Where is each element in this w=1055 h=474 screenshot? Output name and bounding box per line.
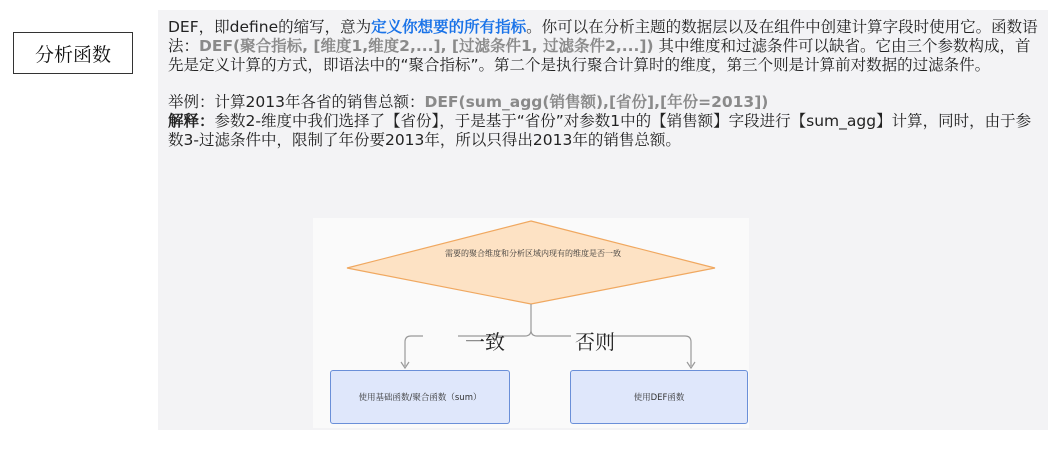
def-function-text: 使用DEF函数 — [633, 393, 685, 403]
desc-syntax: DEF(聚合指标, [维度1,维度2,...], [过滤条件1, 过滤条件2,...]) — [199, 37, 654, 55]
connector-lines — [405, 304, 691, 366]
example-paragraph — [168, 93, 1038, 150]
def-function-box — [570, 370, 748, 424]
explain-text: 参数2-维度中我们选择了【省份】，于是基于“省份”对参数1中的【销售额】字段进行【sum_agg】计算，同时，由于参数3-过滤条件中，限制了年份要2013年，所以只得出2013年的销售总额。 — [168, 112, 1032, 149]
desc-detail: 其中维度和过滤条件可以缺省。它由三个参数构成，首先是定义计算的方式，即语法中的“聚合指标”。第二个是执行聚合计算时的维度，第三个则是计算前对数据的过滤条件。 — [168, 37, 1031, 74]
content-panel — [158, 10, 1048, 430]
basic-function-text: 使用基础函数/聚合函数（sum） — [358, 393, 482, 403]
description-paragraph — [168, 18, 1038, 75]
branch-no-label: 否则 — [575, 332, 615, 354]
desc-intro: DEF，即define的缩写，意为 — [168, 18, 372, 36]
decision-text: 需要的聚合维度和分析区域内现有的维度是否一致 — [445, 249, 621, 258]
example-prefix: 举例：计算2013年各省的销售总额： — [168, 93, 425, 111]
explain-label: 解释： — [168, 112, 215, 130]
desc-syntax-lead: 。你可以在分析主题的数据层以及在组件中创建计算字段时使用它。函数语法： — [168, 18, 1038, 55]
decision-diamond — [347, 221, 715, 304]
desc-highlight: 定义你想要的所有指标 — [371, 18, 527, 36]
decision-flowchart — [313, 218, 749, 428]
example-formula: DEF(sum_agg(销售额),[省份],[年份=2013]) — [424, 93, 769, 111]
description-block — [168, 18, 1038, 150]
basic-function-box — [330, 370, 510, 424]
function-category-text: 分析函数 — [34, 43, 111, 66]
branch-yes-label: 一致 — [465, 332, 505, 354]
function-category-label — [13, 32, 133, 74]
